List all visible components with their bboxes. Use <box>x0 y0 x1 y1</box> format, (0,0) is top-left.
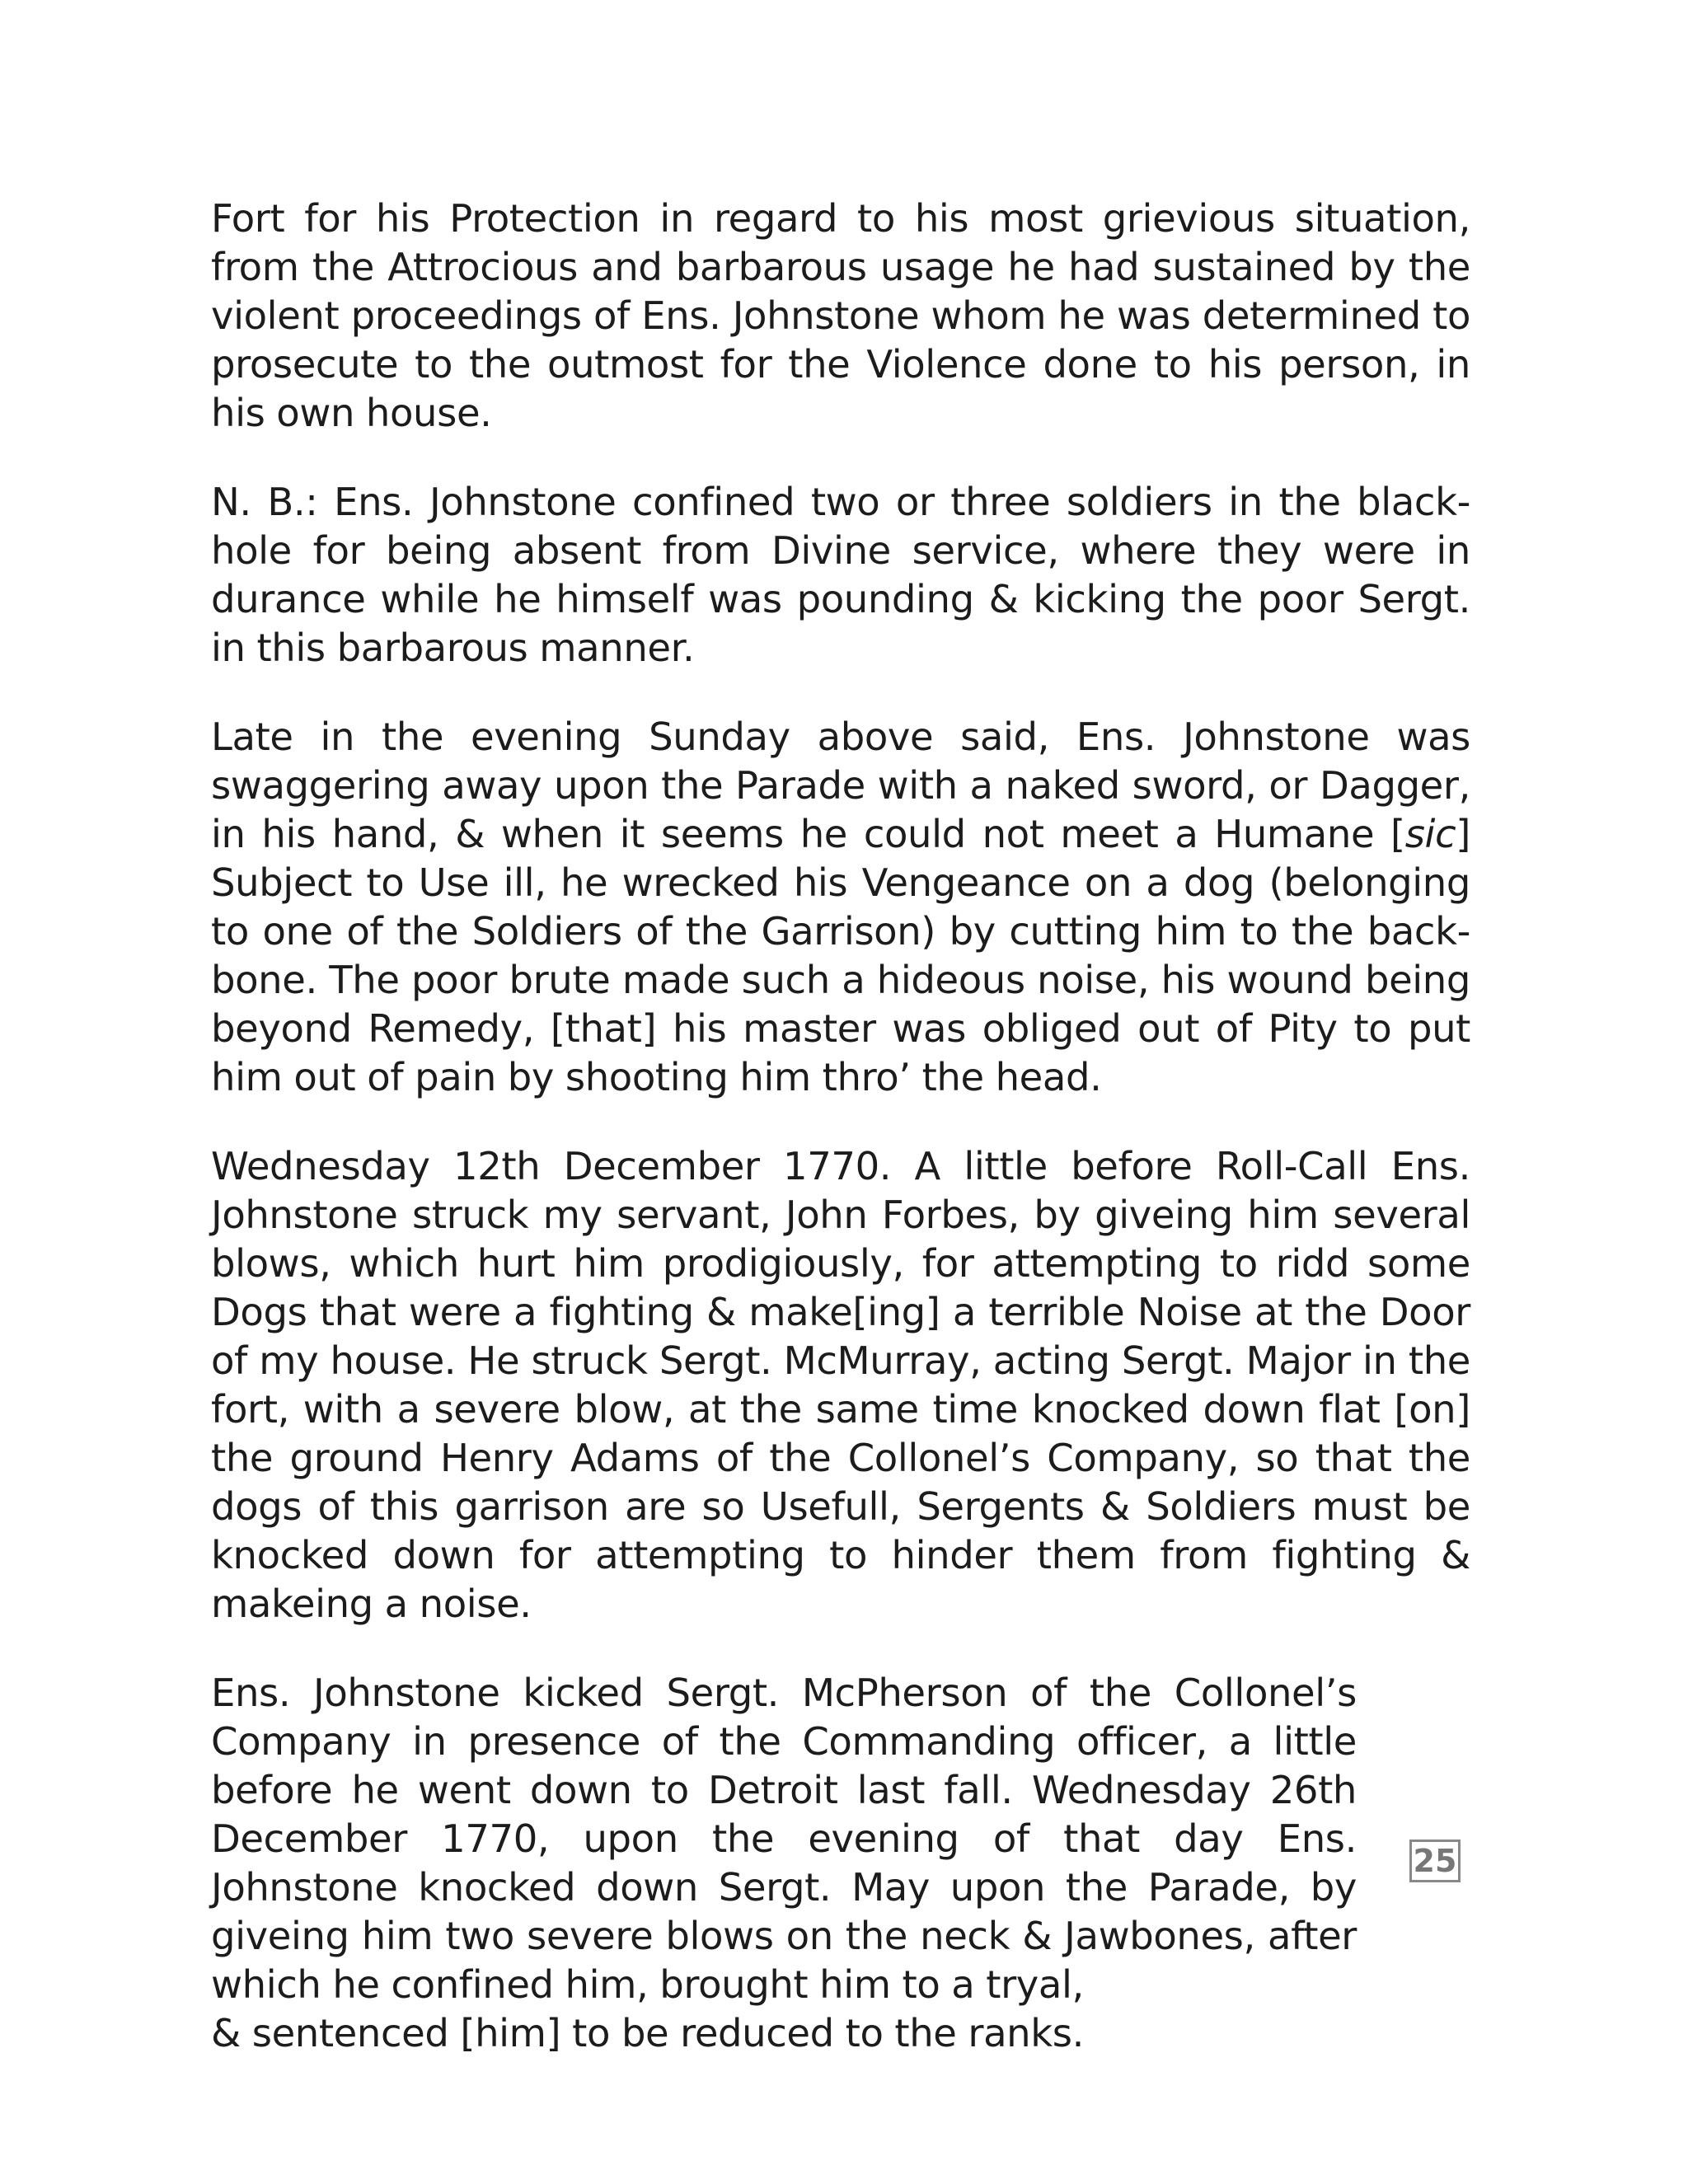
paragraph-2-nb-note: N. B.: Ens. Johnstone confined two or three soldiers in the black-hole for being absent from Divine service, where they were in durance while he himself was pounding & kicking the poor Sergt. in this barbarous manner. <box>211 480 1470 670</box>
document-body <box>211 194 1470 2058</box>
paragraph-5-body: Ens. Johnstone kicked Sergt. McPherson of the Collonel’s Company in presence of the Commanding officer, a little before he went down to Detroit last fall. Wednesday 26th December 1770, upon the evening of that day Ens. Johnstone knocked down Sergt. May upon the Parade, by giveing him two severe blows on the neck & Jawbones, after which he confined him, brought him to a tryal, <box>211 1671 1357 2007</box>
sic-italic: sic <box>1404 812 1456 856</box>
paragraph-3-part-1: Late in the evening Sunday above said, Ens. Johnstone was swaggering away upon the Parade with a naked sword, or Dagger, in his hand, & when it seems he could not meet a Humane [ <box>211 715 1470 856</box>
paragraph-5 <box>211 1669 1470 2058</box>
paragraph-1: Fort for his Protection in regard to his most grievious situation, from the Attrocious and barbarous usage he had sustained by the violent proceedings of Ens. Johnstone whom he was determined to prosecute to the outmost for the Violence done to his person, in his own house. <box>211 196 1470 435</box>
paragraph-5-last-line: & sentenced [him] to be reduced to the ranks. <box>211 2011 1084 2055</box>
paragraph-4: Wednesday 12th December 1770. A little before Roll-Call Ens. Johnstone struck my servant, John Forbes, by giveing him several blows, which hurt him prodigiously, for attempting to ridd some Dogs that were a fighting & make[ing] a terrible Noise at the Door of my house. He struck Sergt. McMurray, acting Sergt. Major in the fort, with a severe blow, at the same time knocked down flat [on] the ground Henry Adams of the Collonel’s Company, so that the dogs of this garrison are so Usefull, Sergents & Soldiers must be knocked down for attempting to hinder them from fighting & makeing a noise. <box>211 1144 1470 1626</box>
page-number: 25 <box>1409 1840 1461 1882</box>
paragraph-3 <box>211 713 1470 1102</box>
paragraph-3-part-2: ] Subject to Use ill, he wrecked his Vengeance on a dog (belonging to one of the Soldiers of the Garrison) by cutting him to the back-bone. The poor brute made such a hideous noise, his wound being beyond Remedy, [that] his master was obliged out of Pity to put him out of pain by shooting him thro’ the head. <box>211 812 1470 1099</box>
